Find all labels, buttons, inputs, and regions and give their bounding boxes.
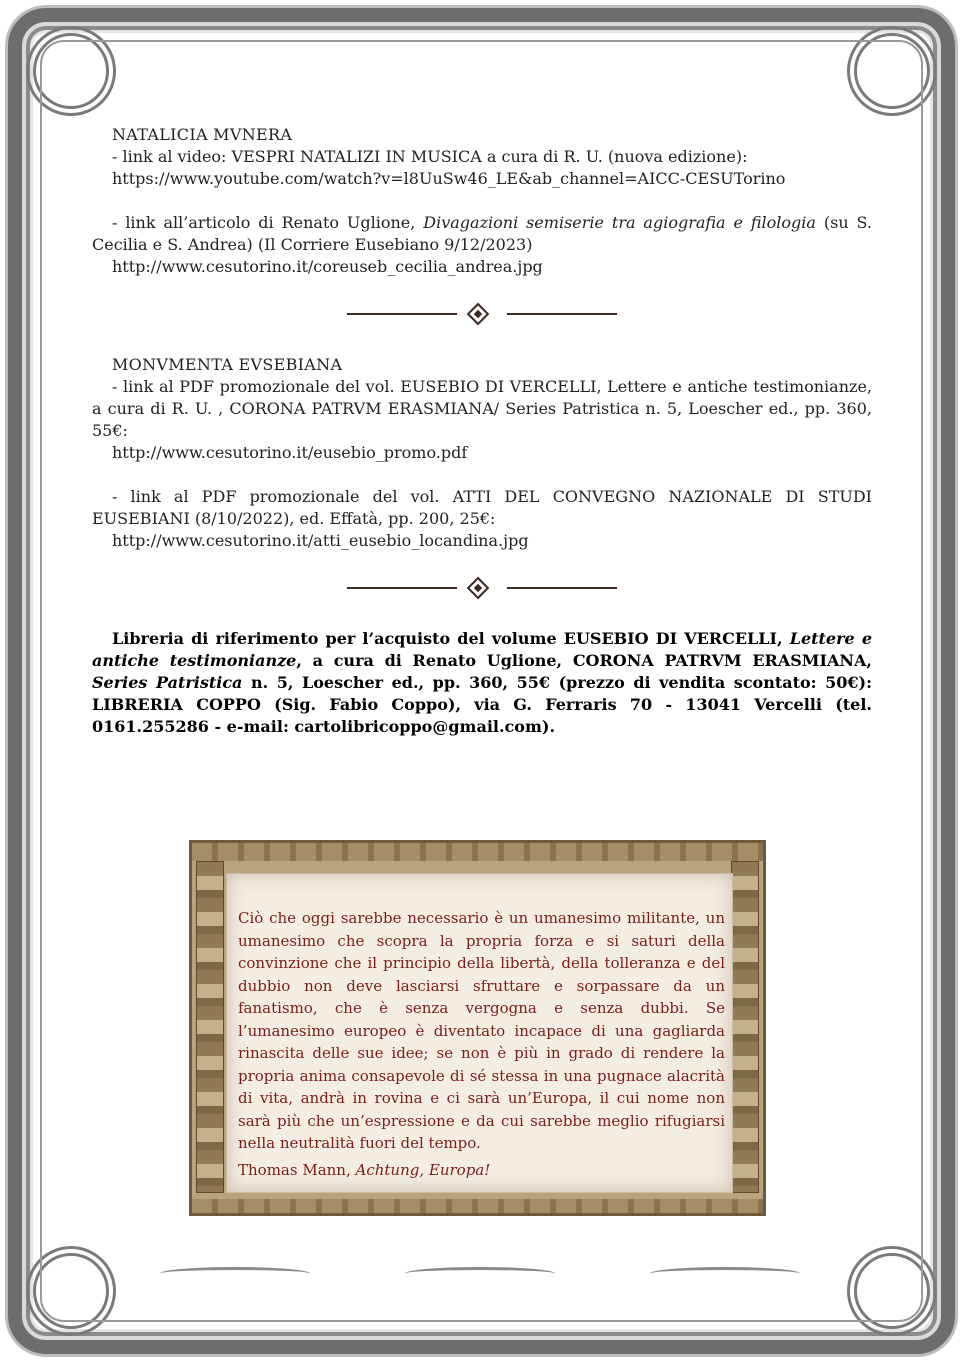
video-link-text: - link al video: VESPRI NATALIZI IN MUSICA a cura di R. U. (nuova edizione):	[112, 147, 748, 166]
libreria-series-title: Series Patristica	[92, 673, 243, 692]
libreria-text: n. 5, Loescher ed., pp. 360, 55€ (prezzo di vendita scontato: 50€): LIBRERIA COPPO (Sig. Fabio Coppo), via G. Ferraris 70 - 13041 Vercelli (tel. 0161.255286 - e-mail: cartolibricoppo@gmail.com).	[92, 673, 873, 736]
libreria-text: Libreria di riferimento per l’acquisto del volume EUSEBIO DI VERCELLI,	[112, 629, 790, 648]
article-url-link[interactable]: http://www.cesutorino.it/coreuseb_cecilia_andrea.jpg	[112, 257, 543, 276]
article-prefix: - link all’articolo di Renato Uglione,	[112, 213, 424, 232]
section-heading-natalicia: NATALICIA MVNERA	[112, 125, 293, 144]
ornamental-divider	[347, 304, 617, 324]
plaque-right-pillar	[731, 861, 759, 1193]
quote-text: Ciò che oggi sarebbe necessario è un umanesimo militante, un umanesimo che scopra la propria forza e si saturi della convinzione che il principio della libertà, della tolleranza e del dubbio non deve lasciarsi sfruttare e sorpassare da un fanatismo, che è senza vergogna e senza dubbi. Se l’umanesimo europeo è diventato incapace di una gagliarda rinascita delle sue idee; se non è più in grado di rendere la propria anima consapevole di sé stessa in una pugnace alacrità di vita, andrà in rovina e ci sarà un’Europa, il cui nome non sarà più che un’espressione e da cui sarebbe meglio rifugiarsi nella neutralità fuori del tempo.	[238, 909, 725, 1152]
pdf1-link-text: - link al PDF promozionale del vol. EUSEBIO DI VERCELLI, Lettere e antiche testimonianze, a cura di R. U. , CORONA PATRVM ERASMIANA/ Series Patristica n. 5, Loescher ed., pp. 360, 55€:	[92, 377, 872, 440]
article-suffix: (su S. Cecilia e S. Andrea) (Il Corriere Eusebiano 9/12/2023)	[92, 213, 873, 254]
libreria-text: , a cura di Renato Uglione, CORONA PATRVM ERASMIANA,	[296, 651, 873, 670]
quote-attribution	[238, 1161, 490, 1179]
pdf2-url-link[interactable]: http://www.cesutorino.it/atti_eusebio_locandina.jpg	[112, 531, 529, 550]
plaque-top-band	[192, 843, 763, 861]
plaque-left-pillar	[196, 861, 224, 1193]
document-body	[92, 124, 872, 754]
quote-plaque	[189, 840, 766, 1216]
quote-author: Thomas Mann,	[238, 1161, 356, 1179]
libreria-paragraph	[92, 628, 872, 738]
ornamental-divider	[347, 578, 617, 598]
section-heading-monumenta: MONVMENTA EVSEBIANA	[112, 355, 343, 374]
video-url-link[interactable]: https://www.youtube.com/watch?v=l8UuSw46_LE&ab_channel=AICC-CESUTorino	[112, 169, 786, 188]
quote-work: Achtung, Europa!	[355, 1161, 491, 1179]
libreria-book-title: Lettere e antiche testimonianze	[92, 629, 873, 670]
pdf1-url-link[interactable]: http://www.cesutorino.it/eusebio_promo.pdf	[112, 443, 468, 462]
article-title: Divagazioni semiserie tra agiografia e filologia	[423, 213, 816, 232]
plaque-bottom-band	[192, 1199, 763, 1213]
pdf2-link-text: - link al PDF promozionale del vol. ATTI DEL CONVEGNO NAZIONALE DI STUDI EUSEBIANI (8/10/2022), ed. Effatà, pp. 200, 25€:	[92, 487, 872, 528]
article-link-text	[92, 212, 872, 256]
bottom-flourish-ornament	[160, 1262, 800, 1284]
